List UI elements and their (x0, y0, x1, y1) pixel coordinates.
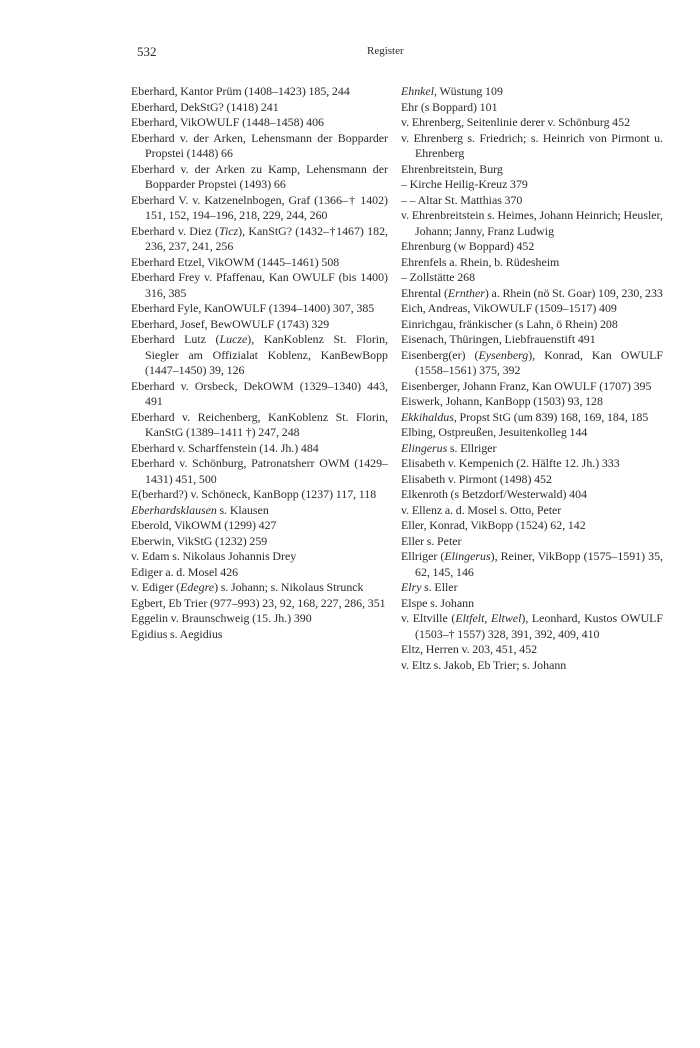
index-entry (401, 549, 663, 580)
entry-text: , Propst StG (um 839) 168, 169, 184, 185 (453, 409, 649, 424)
index-entry: Eisenach, Thüringen, Liebfrauenstift 491 (401, 332, 596, 346)
index-entry: Eberwin, VikStG (1232) 259 (131, 533, 268, 548)
index-entry (131, 332, 388, 379)
index-entry: v. Ehrenbreitstein s. Heimes, Johann Heinrich; Heusler, Johann; Janny, Franz Ludwig (401, 208, 663, 238)
index-entry: Eberhard Etzel, VikOWM (1445–1461) 508 (131, 254, 340, 269)
entry-text: ), Konrad, Kan OWULF (1558–1561) 375, 392 (415, 347, 663, 377)
index-entry (401, 410, 663, 426)
entry-text: Eberhard Lutz ( (131, 332, 220, 346)
index-entry: Eberhard, Josef, BewOWULF (1743) 329 (131, 316, 330, 331)
index-entry: Elbing, Ostpreußen, Jesuitenkolleg 144 (401, 425, 588, 439)
entry-text: s. Ellriger (447, 440, 497, 455)
entry-italic-term: Eberhardsklausen (131, 502, 217, 517)
entry-italic-term: Ekkihaldus (401, 409, 454, 424)
index-entry: Eisenberger, Johann Franz, Kan OWULF (1707) 395 (401, 378, 652, 393)
index-entry: Eller s. Peter (401, 533, 462, 548)
index-entry: Eberhard v. der Arken zu Kamp, Lehensmann der Bopparder Propstei (1493) 66 (131, 161, 388, 191)
index-entry: Ehrenbreitstein, Burg (401, 161, 503, 176)
entry-text: ), KanStG? (1432–†1467) 182, 236, 237, 241, 256 (145, 223, 388, 253)
index-entry: E(berhard?) v. Schöneck, KanBopp (1237) 117, 118 (131, 487, 377, 501)
index-entry: Eiswerk, Johann, KanBopp (1503) 93, 128 (401, 394, 603, 408)
entry-italic-term: Lucze (219, 332, 248, 346)
index-entry: Einrichgau, fränkischer (s Lahn, ö Rhein) 208 (401, 316, 618, 331)
entry-text: , Wüstung 109 (434, 84, 503, 98)
entry-text: ) a. Rhein (nö St. Goar) 109, 230, 233 (484, 285, 663, 300)
index-entry: Eberold, VikOWM (1299) 427 (131, 518, 277, 532)
entry-italic-term: Ernther (447, 285, 485, 300)
index-entry (131, 503, 388, 519)
page-number: 532 (137, 44, 157, 59)
entry-text: v. Eltville ( (401, 611, 456, 625)
index-entry (401, 84, 663, 100)
entry-italic-term: Eysenberg (478, 347, 529, 362)
index-entry: Eberhard Fyle, KanOWULF (1394–1400) 307, 385 (131, 301, 375, 315)
entry-text: Ellriger ( (401, 549, 445, 563)
index-entry: Ehr (s Boppard) 101 (401, 99, 498, 114)
entry-text: Ehrental ( (401, 285, 448, 300)
index-entry: Ediger a. d. Mosel 426 (131, 564, 239, 579)
entry-text: v. Ediger ( (131, 580, 181, 594)
entry-text: s. Eller (421, 580, 458, 594)
index-entry: Elisabeth v. Kempenich (2. Hälfte 12. Jh.) 333 (401, 456, 620, 470)
index-entry: Egbert, Eb Trier (977–993) 23, 92, 168, 227, 286, 351 (131, 595, 386, 610)
entry-italic-term: Eltfelt, Eltwel (455, 611, 522, 625)
page-header (137, 44, 664, 66)
index-entry: Eberhard v. Schönburg, Patronatsherr OWM (1429–1431) 451, 500 (131, 456, 388, 486)
index-entry: Eberhard v. der Arken, Lehensmann der Bopparder Propstei (1448) 66 (131, 130, 388, 160)
index-entry: Eberhard, Kantor Prüm (1408–1423) 185, 244 (131, 84, 350, 98)
entry-text: ), KanKoblenz St. Florin, Siegler am Offizialat Koblenz, KanBewBopp (1447–1450) 39, 126 (145, 332, 388, 377)
index-entry: Ehrenfels a. Rhein, b. Rüdesheim (401, 254, 560, 269)
index-entry: v. Ellenz a. d. Mosel s. Otto, Peter (401, 502, 562, 517)
entry-text: Eberhard v. Diez ( (131, 223, 219, 238)
entry-italic-term: Elry (401, 580, 422, 594)
index-entry (401, 286, 663, 302)
entry-text: ), Leonhard, Kustos OWULF (1503–† 1557) 328, 391, 392, 409, 410 (415, 611, 663, 641)
index-entry: v. Ehrenberg, Seitenlinie derer v. Schönburg 452 (401, 115, 631, 129)
index-entry: Eggelin v. Braunschweig (15. Jh.) 390 (131, 611, 312, 625)
index-entry: Eberhard v. Scharffenstein (14. Jh.) 484 (131, 440, 319, 455)
entry-italic-term: Elingerus (444, 549, 491, 563)
index-entry: – Kirche Heilig-Kreuz 379 (401, 177, 528, 191)
index-entry: Eller, Konrad, VikBopp (1524) 62, 142 (401, 518, 586, 532)
entry-italic-term: Edegre (180, 580, 215, 594)
entry-text: ) s. Johann; s. Nikolaus Strunck (214, 580, 364, 594)
index-entry (131, 224, 388, 255)
index-entry: – Zollstätte 268 (401, 270, 476, 284)
index-entry: v. Ehrenberg s. Friedrich; s. Heinrich von Pirmont u. Ehrenberg (401, 130, 663, 160)
index-entry: v. Eltz s. Jakob, Eb Trier; s. Johann (401, 657, 567, 672)
index-entry: Eberhard v. Reichenberg, KanKoblenz St. Florin, KanStG (1389–1411 †) 247, 248 (131, 409, 388, 439)
index-entry: Eltz, Herren v. 203, 451, 452 (401, 642, 538, 656)
index-entry: Egidius s. Aegidius (131, 626, 223, 641)
index-entry: Eberhard, DekStG? (1418) 241 (131, 99, 279, 114)
index-entry: Eberhard v. Orsbeck, DekOWM (1329–1340) 443, 491 (131, 378, 388, 408)
index-entry (131, 580, 388, 596)
index-entry (401, 441, 663, 457)
index-entry: Eberhard Frey v. Pfaffenau, Kan OWULF (bis 1400) 316, 385 (131, 270, 388, 300)
entry-italic-term: Ehnkel (401, 84, 435, 98)
entry-italic-term: Ticz (219, 223, 239, 238)
entry-text: Eisenberg(er) ( (401, 347, 479, 362)
running-head: Register (367, 45, 404, 57)
index-entry: Eich, Andreas, VikOWULF (1509–1517) 409 (401, 301, 617, 315)
index-column-right (401, 84, 663, 673)
entry-italic-term: Elingerus (401, 440, 448, 455)
entry-text: ), Reiner, VikBopp (1575–1591) 35, 62, 145, 146 (415, 549, 663, 579)
index-entry: Elspe s. Johann (401, 595, 475, 610)
index-entry: – – Altar St. Matthias 370 (401, 192, 523, 207)
entry-text: s. Klausen (216, 502, 269, 517)
index-entry (401, 611, 663, 642)
index-entry: Ehrenburg (w Boppard) 452 (401, 239, 535, 253)
index-entry: Eberhard V. v. Katzenelnbogen, Graf (1366–† 1402) 151, 152, 194–196, 218, 229, 244, 260 (131, 192, 388, 222)
index-entry: Elkenroth (s Betzdorf/Westerwald) 404 (401, 487, 588, 501)
index-entry: Eberhard, VikOWULF (1448–1458) 406 (131, 115, 325, 129)
index-entry (401, 580, 663, 596)
index-entry (401, 348, 663, 379)
index-entry: v. Edam s. Nikolaus Johannis Drey (131, 549, 297, 563)
index-entry: Elisabeth v. Pirmont (1498) 452 (401, 471, 552, 486)
index-column-left (131, 84, 388, 642)
